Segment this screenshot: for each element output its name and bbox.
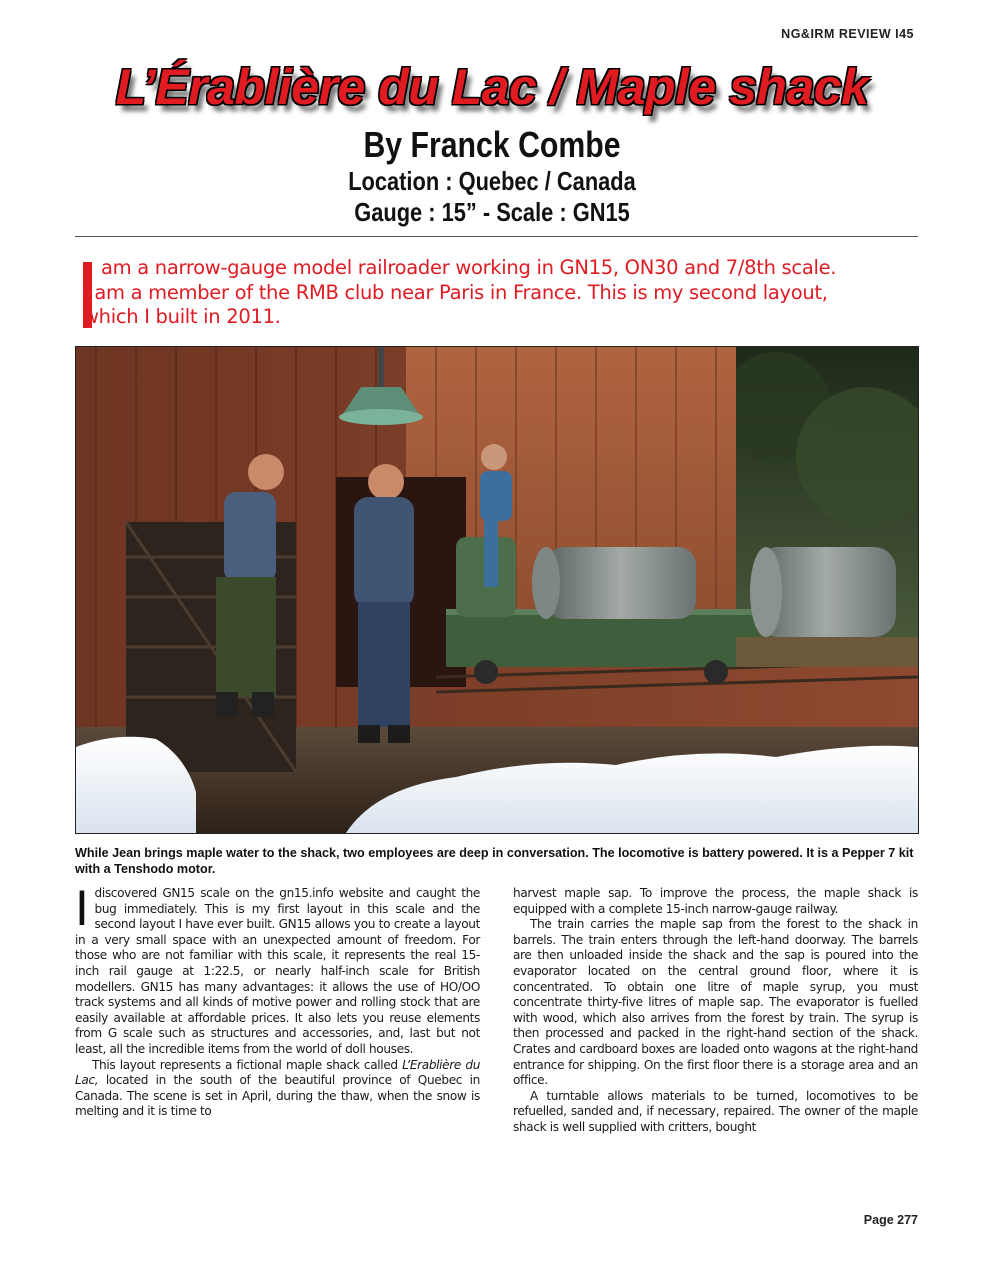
article-photo	[75, 346, 919, 834]
intro-paragraph	[83, 256, 923, 330]
layout-name-italic: L’Erablière du Lac,	[75, 1057, 481, 1088]
photo-caption: While Jean brings maple water to the shack, two employees are deep in conversation. The locomotive is battery powered. It is a Pepper 7 kit with a Tenshodo motor.	[75, 846, 914, 876]
section-label: NG&IRM REVIEW I45	[781, 27, 914, 41]
body-text: discovered GN15 scale on the gn15.info website and caught the bug immediately. This is my first layout in this scale and the second layout I have ever built. GN15 allows you to create a layout in a very small space with an unexpected amount of freedom. For those who are not familiar with this scale, it represents the real 15-inch rail gauge at 1:22.5, or nearly half-inch scale for British modellers. GN15 has many advantages: it allows the use of HO/OO track systems and all kinds of motive power and rolling stock that are easily available at affordable prices. It also lets you reuse elements from G scale such as structures and accessories, and, last but not least, all the incredible items from the world of doll houses.	[75, 886, 480, 1056]
body-text: located in the south of the beautiful province of Quebec in Canada. The scene is set in April, during the thaw, when the snow is melting and it is time to	[75, 1073, 480, 1119]
body-paragraph: The train carries the maple sap from the forest to the shack in barrels. The train enters through the left-hand doorway. The barrels are then unloaded inside the shack and the sap is poured into the evaporator located on the central ground floor, where it is concentrated. To obtain one litre of maple syrup, you must concentrate thirty-five litres of maple sap. The evaporator is fuelled with wood, which also arrives from the forest by train. The syrup is then processed and packed in the right-hand section of the shack. Crates and cardboard boxes are loaded onto wagons at the right-hand entrance for shipping. On the first floor there is a storage area and an office.	[513, 917, 918, 1088]
gauge-line: Gauge : 15” - Scale : GN15	[354, 197, 630, 227]
intro-line: I am a member of the RMB club near Paris in France. This is my second layout,	[83, 280, 828, 304]
body-paragraph	[75, 882, 480, 1058]
location-line: Location : Quebec / Canada	[348, 166, 636, 196]
maple-shack-scene-illustration	[76, 347, 918, 833]
body-paragraph: harvest maple sap. To improve the process, the maple shack is equipped with a complete 15-inch narrow-gauge railway.	[513, 886, 918, 916]
title-divider	[75, 236, 918, 237]
body-column-left	[75, 882, 481, 1120]
dropcap-letter: I	[75, 882, 89, 937]
body-column-right	[513, 886, 918, 1136]
intro-line: which I built in 2011.	[83, 305, 281, 328]
body-paragraph: A turntable allows materials to be turned, locomotives to be refuelled, sanded and, if necessary, repaired. The owner of the maple shack is well supplied with critters, bought	[513, 1088, 918, 1134]
body-paragraph	[75, 1058, 480, 1120]
body-text: This layout represents a fictional maple shack called	[92, 1057, 403, 1072]
page-number: Page 277	[863, 1213, 918, 1227]
byline: By Franck Combe	[363, 124, 621, 165]
article-title: L’Érablière du Lac / Maple shack	[115, 59, 869, 115]
intro-line: am a narrow-gauge model railroader working in GN15, ON30 and 7/8th scale.	[101, 256, 837, 279]
